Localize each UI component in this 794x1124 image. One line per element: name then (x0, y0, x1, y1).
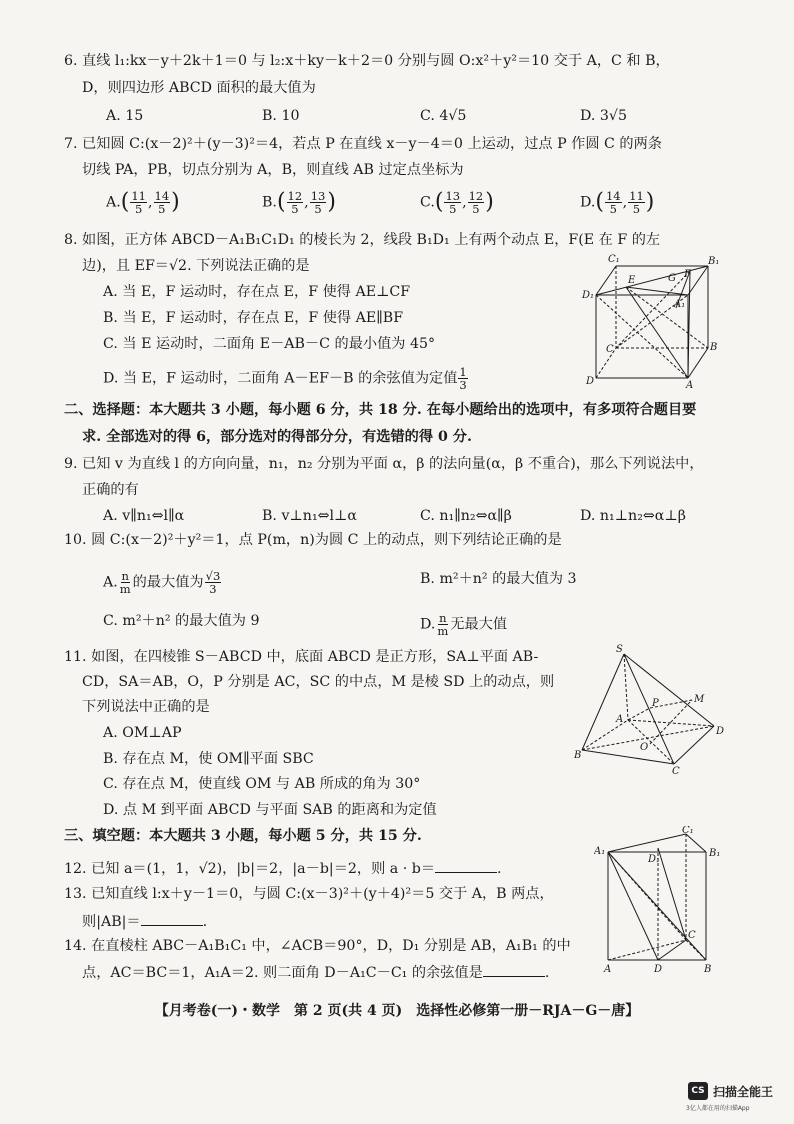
cube-label-b: B (710, 342, 718, 353)
q8-option-d: D. 当 E，F 运动时，二面角 A－EF－B 的余弦值为定值 $\frac{1}{3}$ (103, 365, 467, 392)
cube-label-c1: C₁ (608, 254, 620, 265)
cube-figure (580, 250, 720, 390)
cube-label-g: G (668, 273, 676, 284)
q12-answer-blank[interactable] (435, 858, 497, 873)
q13-answer-blank[interactable] (141, 911, 203, 926)
pyramid-label-p: P (652, 698, 659, 709)
q9-option-b: B. v⊥n₁⇔l⊥α (262, 508, 357, 524)
q10-option-a: A. $\frac{n}{m}$ 的最大值为 $\frac{√3}{3}$ (103, 569, 221, 596)
scanner-logo-icon: CS (688, 1082, 708, 1100)
q14-answer-blank[interactable] (483, 962, 545, 977)
section3-line1: 三、填空题：本大题共 3 小题，每小题 5 分，共 15 分. (64, 828, 422, 844)
pyramid-label-a: A (616, 714, 624, 725)
q11-line2: CD，SA＝AB，O，P 分别是 AC，SC 的中点，M 是棱 SD 上的动点，则 (82, 674, 555, 690)
q7-line2: 切线 PA，PB，切点分别为 A，B，则直线 AB 过定点坐标为 (82, 162, 464, 178)
cube-label-a1: A₁ (674, 299, 686, 310)
scanner-watermark (688, 1082, 773, 1100)
q13-line2: 则|AB|＝ . (82, 911, 207, 931)
q6-option-b: B. 10 (262, 108, 300, 124)
q9-option-d: D. n₁⊥n₂⇔α⊥β (580, 508, 686, 524)
q9-option-c: C. n₁∥n₂⇔α∥β (420, 508, 512, 524)
scanner-logo-tagline: 3亿人都在用的扫描App (686, 1105, 750, 1112)
cube-label-d1: D₁ (582, 290, 595, 301)
q9-option-a: A. v∥n₁⇔l∥α (103, 508, 185, 524)
cube-label-a: A (686, 380, 694, 390)
prism-label-d: D (654, 964, 663, 974)
q9-line2: 正确的有 (82, 482, 139, 498)
q8-line2: 边)，且 EF＝√2. 下列说法正确的是 (82, 258, 310, 274)
section2-line2: 求. 全部选对的得 6，部分选对的得部分分，有选错的得 0 分. (82, 429, 472, 445)
cube-label-b1: B₁ (708, 256, 720, 267)
cube-label-d: D (586, 376, 595, 387)
cube-label-e: E (628, 275, 636, 286)
q14-line2: 点，AC＝BC＝1，A₁A＝2. 则二面角 D－A₁C－C₁ 的余弦值是 . (82, 962, 549, 982)
q9-line1: 9. 已知 v 为直线 l 的方向向量，n₁，n₂ 分别为平面 α，β 的法向量(α，β 不重合)，那么下列说法中， (64, 456, 704, 472)
prism-label-b1: B₁ (709, 848, 721, 859)
pyramid-label-m: M (694, 694, 705, 705)
prism-label-d1: D₁ (648, 854, 661, 865)
q7-option-d: D.( $\frac{14}{5}$ , $\frac{11}{5}$ ) (580, 189, 655, 216)
prism-label-b: B (704, 964, 712, 974)
q13-line1: 13. 已知直线 l:x＋y－1＝0，与圆 C:(x－3)²＋(y＋4)²＝5 交于 A，B 两点， (64, 886, 554, 902)
q8-line1: 8. 如图，正方体 ABCD－A₁B₁C₁D₁ 的棱长为 2，线段 B₁D₁ 上有两个动点 E，F(E 在 F 的左 (64, 232, 661, 248)
q6-option-c: C. 4√5 (420, 108, 467, 124)
q6-option-d: D. 3√5 (580, 108, 627, 124)
prism-figure (594, 826, 724, 974)
q7-option-b: B.( $\frac{12}{5}$ , $\frac{13}{5}$ ) (262, 189, 336, 216)
cube-label-c: C (606, 344, 614, 355)
page-footer: 【月考卷(一)・数学 第 2 页(共 4 页) 选择性必修第一册－RJA－G－唐】 (154, 1003, 640, 1019)
q8-option-c: C. 当 E 运动时，二面角 E－AB－C 的最小值为 45° (103, 336, 436, 352)
q7-option-a: A.( $\frac{11}{5}$ , $\frac{14}{5}$ ) (106, 189, 180, 216)
scanner-logo-name: 扫描全能王 (713, 1084, 774, 1099)
q11-option-d: D. 点 M 到平面 ABCD 与平面 SAB 的距离和为定值 (103, 802, 437, 818)
q11-line1: 11. 如图，在四棱锥 S－ABCD 中，底面 ABCD 是正方形，SA⊥平面 AB- (64, 649, 539, 665)
q7-line1: 7. 已知圆 C:(x－2)²＋(y－3)²＝4，若点 P 在直线 x－y－4＝0 上运动，过点 P 作圆 C 的两条 (64, 136, 662, 152)
pyramid-label-b: B (574, 750, 582, 761)
q11-option-b: B. 存在点 M，使 OM∥平面 SBC (103, 751, 314, 767)
q10-option-d: D. $\frac{n}{m}$ 无最大值 (420, 611, 508, 638)
pyramid-label-o: O (640, 742, 649, 753)
prism-label-a: A (604, 964, 612, 974)
q7-option-c: C.( $\frac{13}{5}$ , $\frac{12}{5}$ ) (420, 189, 494, 216)
prism-label-c: C (688, 930, 696, 941)
section2-line1: 二、选择题：本大题共 3 小题，每小题 6 分，共 18 分. 在每小题给出的选项中，有多项符合题目要 (64, 402, 697, 418)
prism-label-c1: C₁ (682, 826, 694, 836)
q8-option-a: A. 当 E，F 运动时，存在点 E，F 使得 AE⊥CF (103, 284, 411, 300)
q10-option-c: C. m²＋n² 的最大值为 9 (103, 613, 260, 629)
pyramid-label-d: D (716, 726, 724, 737)
pyramid-figure (574, 640, 724, 775)
q11-line3: 下列说法中正确的是 (82, 699, 210, 715)
pyramid-label-s: S (616, 644, 623, 655)
q6-line1: 6. 直线 l₁:kx－y＋2k＋1＝0 与 l₂:x＋ky－k＋2＝0 分别与圆 O:x²＋y²＝10 交于 A，C 和 B， (64, 53, 670, 69)
q10-line1: 10. 圆 C:(x－2)²＋y²＝1，点 P(m，n)为圆 C 上的动点，则下列结论正确的是 (64, 532, 562, 548)
q11-option-a: A. OM⊥AP (103, 725, 182, 741)
q12-line: 12. 已知 a＝(1，1，√2)，|b|＝2，|a－b|＝2，则 a · b＝ . (64, 858, 502, 878)
prism-label-a1: A₁ (594, 846, 606, 857)
pyramid-label-c: C (672, 766, 680, 775)
q11-option-c: C. 存在点 M，使直线 OM 与 AB 所成的角为 30° (103, 776, 421, 792)
q8-option-b: B. 当 E，F 运动时，存在点 E，F 使得 AE∥BF (103, 310, 404, 326)
cube-label-f: F (684, 269, 691, 280)
q10-option-b: B. m²＋n² 的最大值为 3 (420, 571, 577, 587)
q6-option-a: A. 15 (106, 108, 144, 124)
q6-line2: D，则四边形 ABCD 面积的最大值为 (82, 80, 316, 96)
q14-line1: 14. 在直棱柱 ABC－A₁B₁C₁ 中，∠ACB＝90°，D，D₁ 分别是 AB，A₁B₁ 的中 (64, 938, 571, 954)
